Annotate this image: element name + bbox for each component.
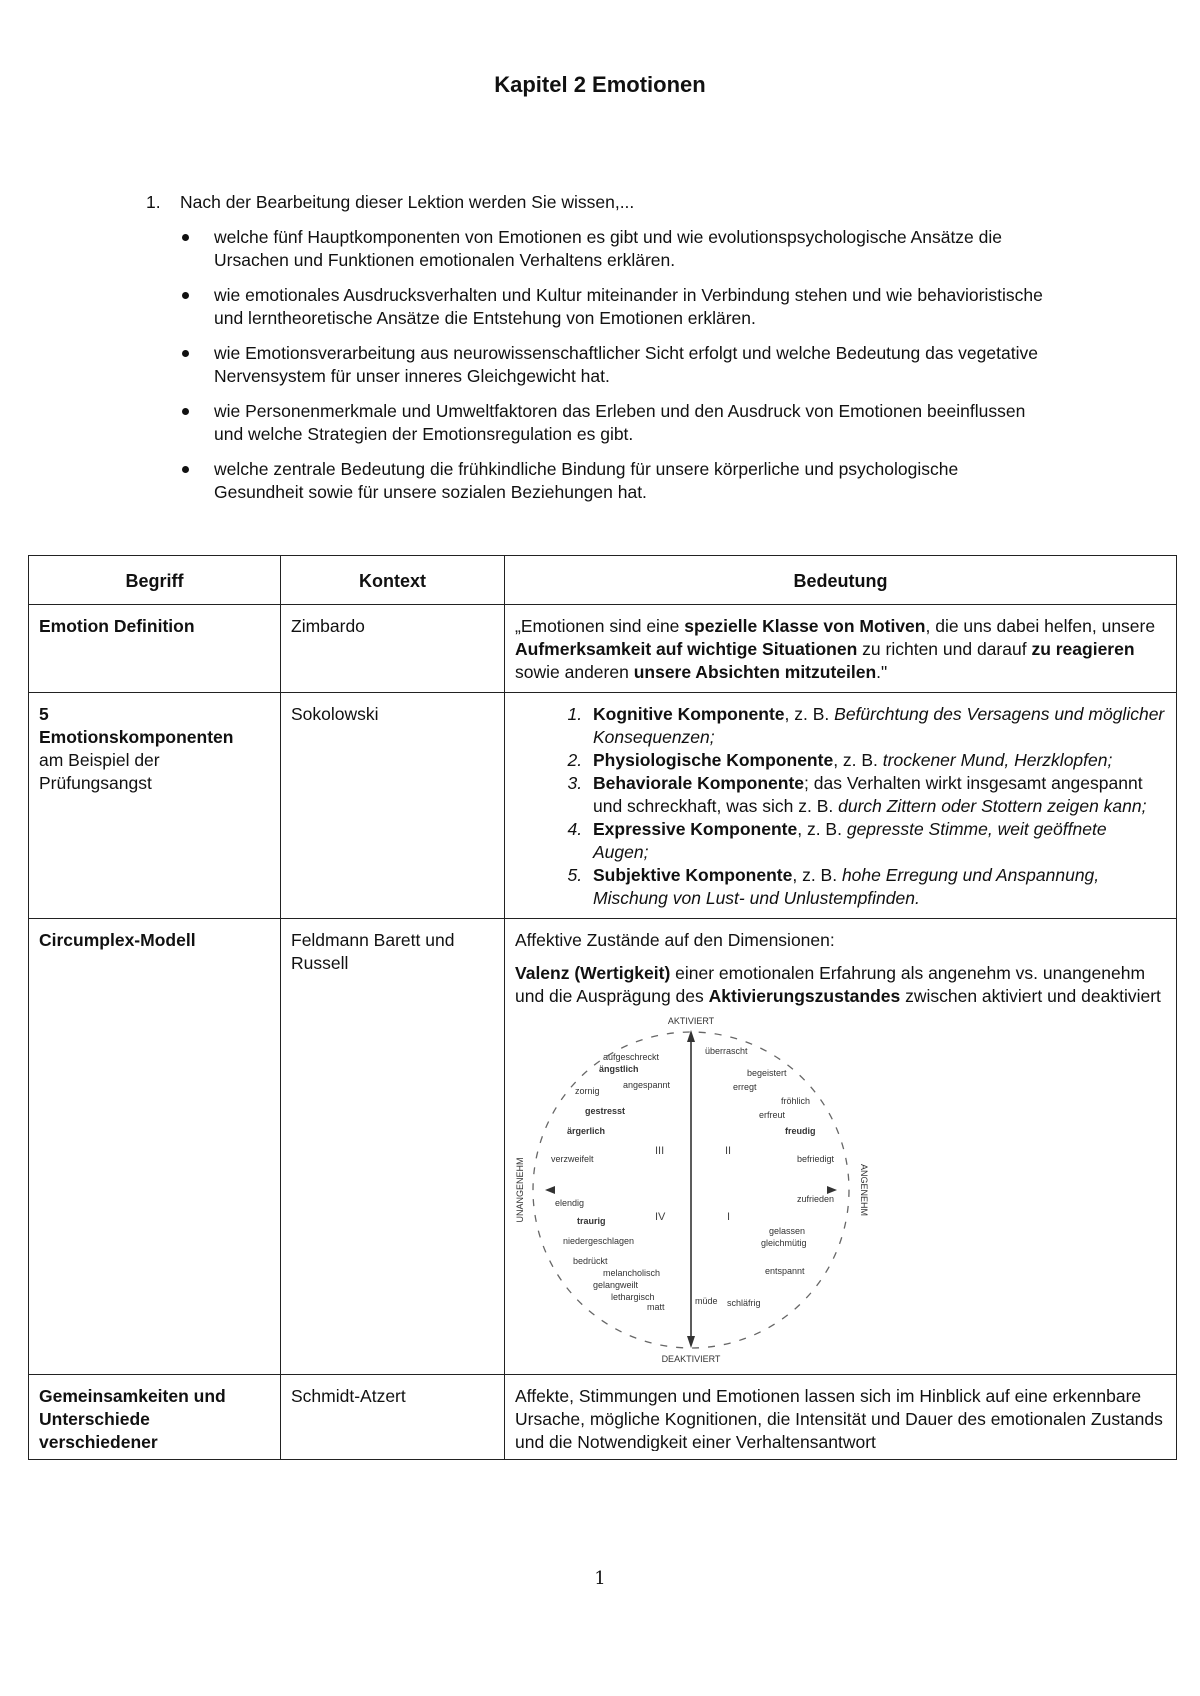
column-header-kontext: Kontext <box>281 556 505 605</box>
axis-label-right: ANGENEHM <box>859 1163 869 1217</box>
emotion-word: melancholisch <box>603 1268 661 1278</box>
list-item-text: welche fünf Hauptkomponenten von Emotionen es gibt und wie evolutionspsychologische Ansätze die Ursachen und Funktionen emotionalen Verhaltens erklären. <box>214 227 1003 270</box>
page-title: Kapitel 2 Emotionen <box>494 72 706 97</box>
table-row <box>29 605 1177 693</box>
emotion-word: begeistert <box>747 1068 787 1078</box>
context-cell <box>281 1375 505 1460</box>
list-item <box>587 772 1166 818</box>
meaning-cell <box>505 919 1177 1375</box>
emotion-word: zufrieden <box>797 1194 835 1204</box>
context-cell: Sokolowski <box>281 693 505 919</box>
emotion-word: aufgeschreckt <box>603 1052 660 1062</box>
emotion-word: bedrückt <box>573 1256 608 1266</box>
emotion-word: schläfrig <box>727 1298 761 1308</box>
quadrant-label: II <box>725 1145 732 1157</box>
meaning-text: Affekte, Stimmungen und Emotionen lassen sich im Hinblick auf eine erkennbare Ursache, mögliche Kognitionen, die Intensität und Dauer des emotionalen Zustands und die Notwendigkeit einer Verhaltensantwort <box>515 1386 1163 1451</box>
component-text: , z. B. <box>797 819 847 839</box>
axis-label-bottom: DEAKTIVIERT <box>661 1354 721 1364</box>
context-text: Schmidt-Atzert <box>291 1386 406 1406</box>
term-title: Emotionskomponenten <box>39 727 234 747</box>
emotion-word: gelangweilt <box>593 1280 639 1290</box>
meaning-bold: Aufmerksamkeit auf wichtige Situationen <box>515 639 858 659</box>
emotion-word: freudig <box>785 1126 816 1136</box>
emotion-word: gestresst <box>585 1106 626 1116</box>
component-name: Physiologische Komponente <box>593 750 834 770</box>
term-cell <box>29 1375 281 1460</box>
meaning-bold: Aktivierungszustandes <box>708 986 901 1006</box>
meaning-text: ." <box>876 662 888 682</box>
meaning-bold: Valenz (Wertigkeit) <box>515 963 671 983</box>
circumplex-diagram <box>515 1012 875 1366</box>
meaning-bold: unsere Absichten mitzuteilen <box>633 662 877 682</box>
list-item <box>587 818 1166 864</box>
arrow-down-icon <box>687 1336 695 1348</box>
term-subtitle: am Beispiel der Prüfungsangst <box>39 750 160 793</box>
meaning-paragraph <box>515 962 1166 1008</box>
term-cell <box>29 693 281 919</box>
list-item-text: wie Personenmerkmale und Umweltfaktoren das Erleben und den Ausdruck von Emotionen beeinflussen und welche Strategien der Emotionsregulation es gibt. <box>214 401 1026 444</box>
emotion-word: erregt <box>733 1082 757 1092</box>
context-cell: Zimbardo <box>281 605 505 693</box>
emotion-word: elendig <box>555 1198 585 1208</box>
meaning-text: „Emotionen sind eine <box>515 616 685 636</box>
term-text: Gemeinsamkeiten und Unterschiede verschiedener <box>39 1386 226 1451</box>
objectives-number: 1. <box>146 192 161 212</box>
emotion-word: fröhlich <box>781 1096 811 1106</box>
emotion-word: befriedigt <box>797 1154 835 1164</box>
bullet-icon <box>182 292 189 299</box>
emotion-word: niedergeschlagen <box>563 1236 635 1246</box>
context-cell: Feldmann Barett und Russell <box>281 919 505 1375</box>
objectives-list <box>146 226 1046 504</box>
list-item <box>587 703 1166 749</box>
emotion-word: lethargisch <box>611 1292 655 1302</box>
component-name: Behaviorale Komponente <box>593 773 805 793</box>
term-number: 5 <box>39 704 49 724</box>
emotion-word: angespannt <box>623 1080 671 1090</box>
emotion-word: verzweifelt <box>551 1154 594 1164</box>
list-item-text: welche zentrale Bedeutung die frühkindliche Bindung für unsere körperliche und psychologische Gesundheit sowie für unsere sozialen Beziehungen hat. <box>214 459 959 502</box>
list-item <box>146 342 1046 388</box>
emotion-word: erfreut <box>759 1110 786 1120</box>
objectives-heading <box>146 191 1046 214</box>
emotion-word: matt <box>647 1302 665 1312</box>
list-item-text: wie emotionales Ausdrucksverhalten und Kultur miteinander in Verbindung stehen und wie behavioristische und lerntheoretische Ansätze die Entstehung von Emotionen erklären. <box>214 285 1043 328</box>
emotion-word: müde <box>695 1296 718 1306</box>
term-cell: Emotion Definition <box>29 605 281 693</box>
meaning-bold: zu reagieren <box>1031 639 1135 659</box>
meaning-cell <box>505 1375 1177 1460</box>
component-text: , z. B. <box>833 750 883 770</box>
component-name: Subjektive Komponente <box>593 865 793 885</box>
axis-label-top: AKTIVIERT <box>667 1016 715 1026</box>
arrow-right-icon <box>827 1186 837 1194</box>
quadrant-label: IV <box>655 1211 666 1223</box>
emotion-word: überrascht <box>705 1046 748 1056</box>
component-text: , z. B. <box>792 865 842 885</box>
component-example: hohe Erregung und Anspannung, Mischung von Lust- und Unlustempfinden. <box>593 865 1100 908</box>
emotion-word: ärgerlich <box>567 1126 606 1136</box>
bullet-icon <box>182 350 189 357</box>
component-text: ; das Verhalten wirkt insgesamt angespannt und schreckhaft, was sich z. B. <box>593 773 1143 816</box>
quadrant-label: I <box>727 1211 731 1223</box>
list-item <box>146 458 1046 504</box>
table-row <box>29 1375 1177 1460</box>
component-list <box>515 703 1166 910</box>
table-row <box>29 693 1177 919</box>
meaning-bold: spezielle Klasse von Motiven <box>684 616 926 636</box>
learning-objectives <box>146 191 1046 516</box>
bullet-icon <box>182 408 189 415</box>
page-number: 1 <box>594 1568 606 1589</box>
component-example: durch Zittern oder Stottern zeigen kann; <box>838 796 1147 816</box>
column-header-begriff: Begriff <box>29 556 281 605</box>
emotion-word: gleichmütig <box>761 1238 807 1248</box>
bullet-icon <box>182 234 189 241</box>
component-example: trockener Mund, Herzklopfen; <box>882 750 1113 770</box>
component-text: , z. B. <box>784 704 835 724</box>
quadrant-label: III <box>655 1145 665 1157</box>
meaning-text: einer emotionalen Erfahrung als angenehm vs. unangenehm und die Ausprägung des <box>515 963 1146 1006</box>
meaning-cell <box>505 605 1177 693</box>
bullet-icon <box>182 466 189 473</box>
component-name: Kognitive Komponente <box>593 704 785 724</box>
list-item <box>146 400 1046 446</box>
meaning-text: , die uns dabei helfen, unsere <box>925 616 1156 636</box>
emotion-word: gelassen <box>769 1226 806 1236</box>
emotion-word: ängstlich <box>599 1064 639 1074</box>
axis-label-left: UNANGENEHM <box>515 1157 525 1223</box>
arrow-left-icon <box>545 1186 555 1194</box>
list-item <box>146 226 1046 272</box>
term-cell: Circumplex-Modell <box>29 919 281 1375</box>
emotion-word: traurig <box>577 1216 606 1226</box>
emotion-word: entspannt <box>765 1266 805 1276</box>
table-row <box>29 919 1177 1375</box>
meaning-text: zu richten und darauf <box>857 639 1032 659</box>
component-example: gepresste Stimme, weit geöffnete Augen; <box>593 819 1107 862</box>
objectives-heading-text: Nach der Bearbeitung dieser Lektion werden Sie wissen,... <box>180 192 635 212</box>
list-item <box>146 284 1046 330</box>
meaning-text: sowie anderen <box>515 662 634 682</box>
component-example: Befürchtung des Versagens und möglicher Konsequenzen; <box>593 704 1165 747</box>
meaning-text: zwischen aktiviert und deaktiviert <box>900 986 1161 1006</box>
emotion-word: zornig <box>575 1086 600 1096</box>
glossary-table <box>28 555 1177 1460</box>
component-name: Expressive Komponente <box>593 819 798 839</box>
table-header-row <box>29 556 1177 605</box>
meaning-cell <box>505 693 1177 919</box>
list-item-text: wie Emotionsverarbeitung aus neurowissenschaftlicher Sicht erfolgt und welche Bedeutung das vegetative Nervensystem für unser inneres Gleichgewicht hat. <box>214 343 1038 386</box>
meaning-text: Affektive Zustände auf den Dimensionen: <box>515 930 835 950</box>
list-item <box>587 749 1166 772</box>
list-item <box>587 864 1166 910</box>
column-header-bedeutung: Bedeutung <box>505 556 1177 605</box>
